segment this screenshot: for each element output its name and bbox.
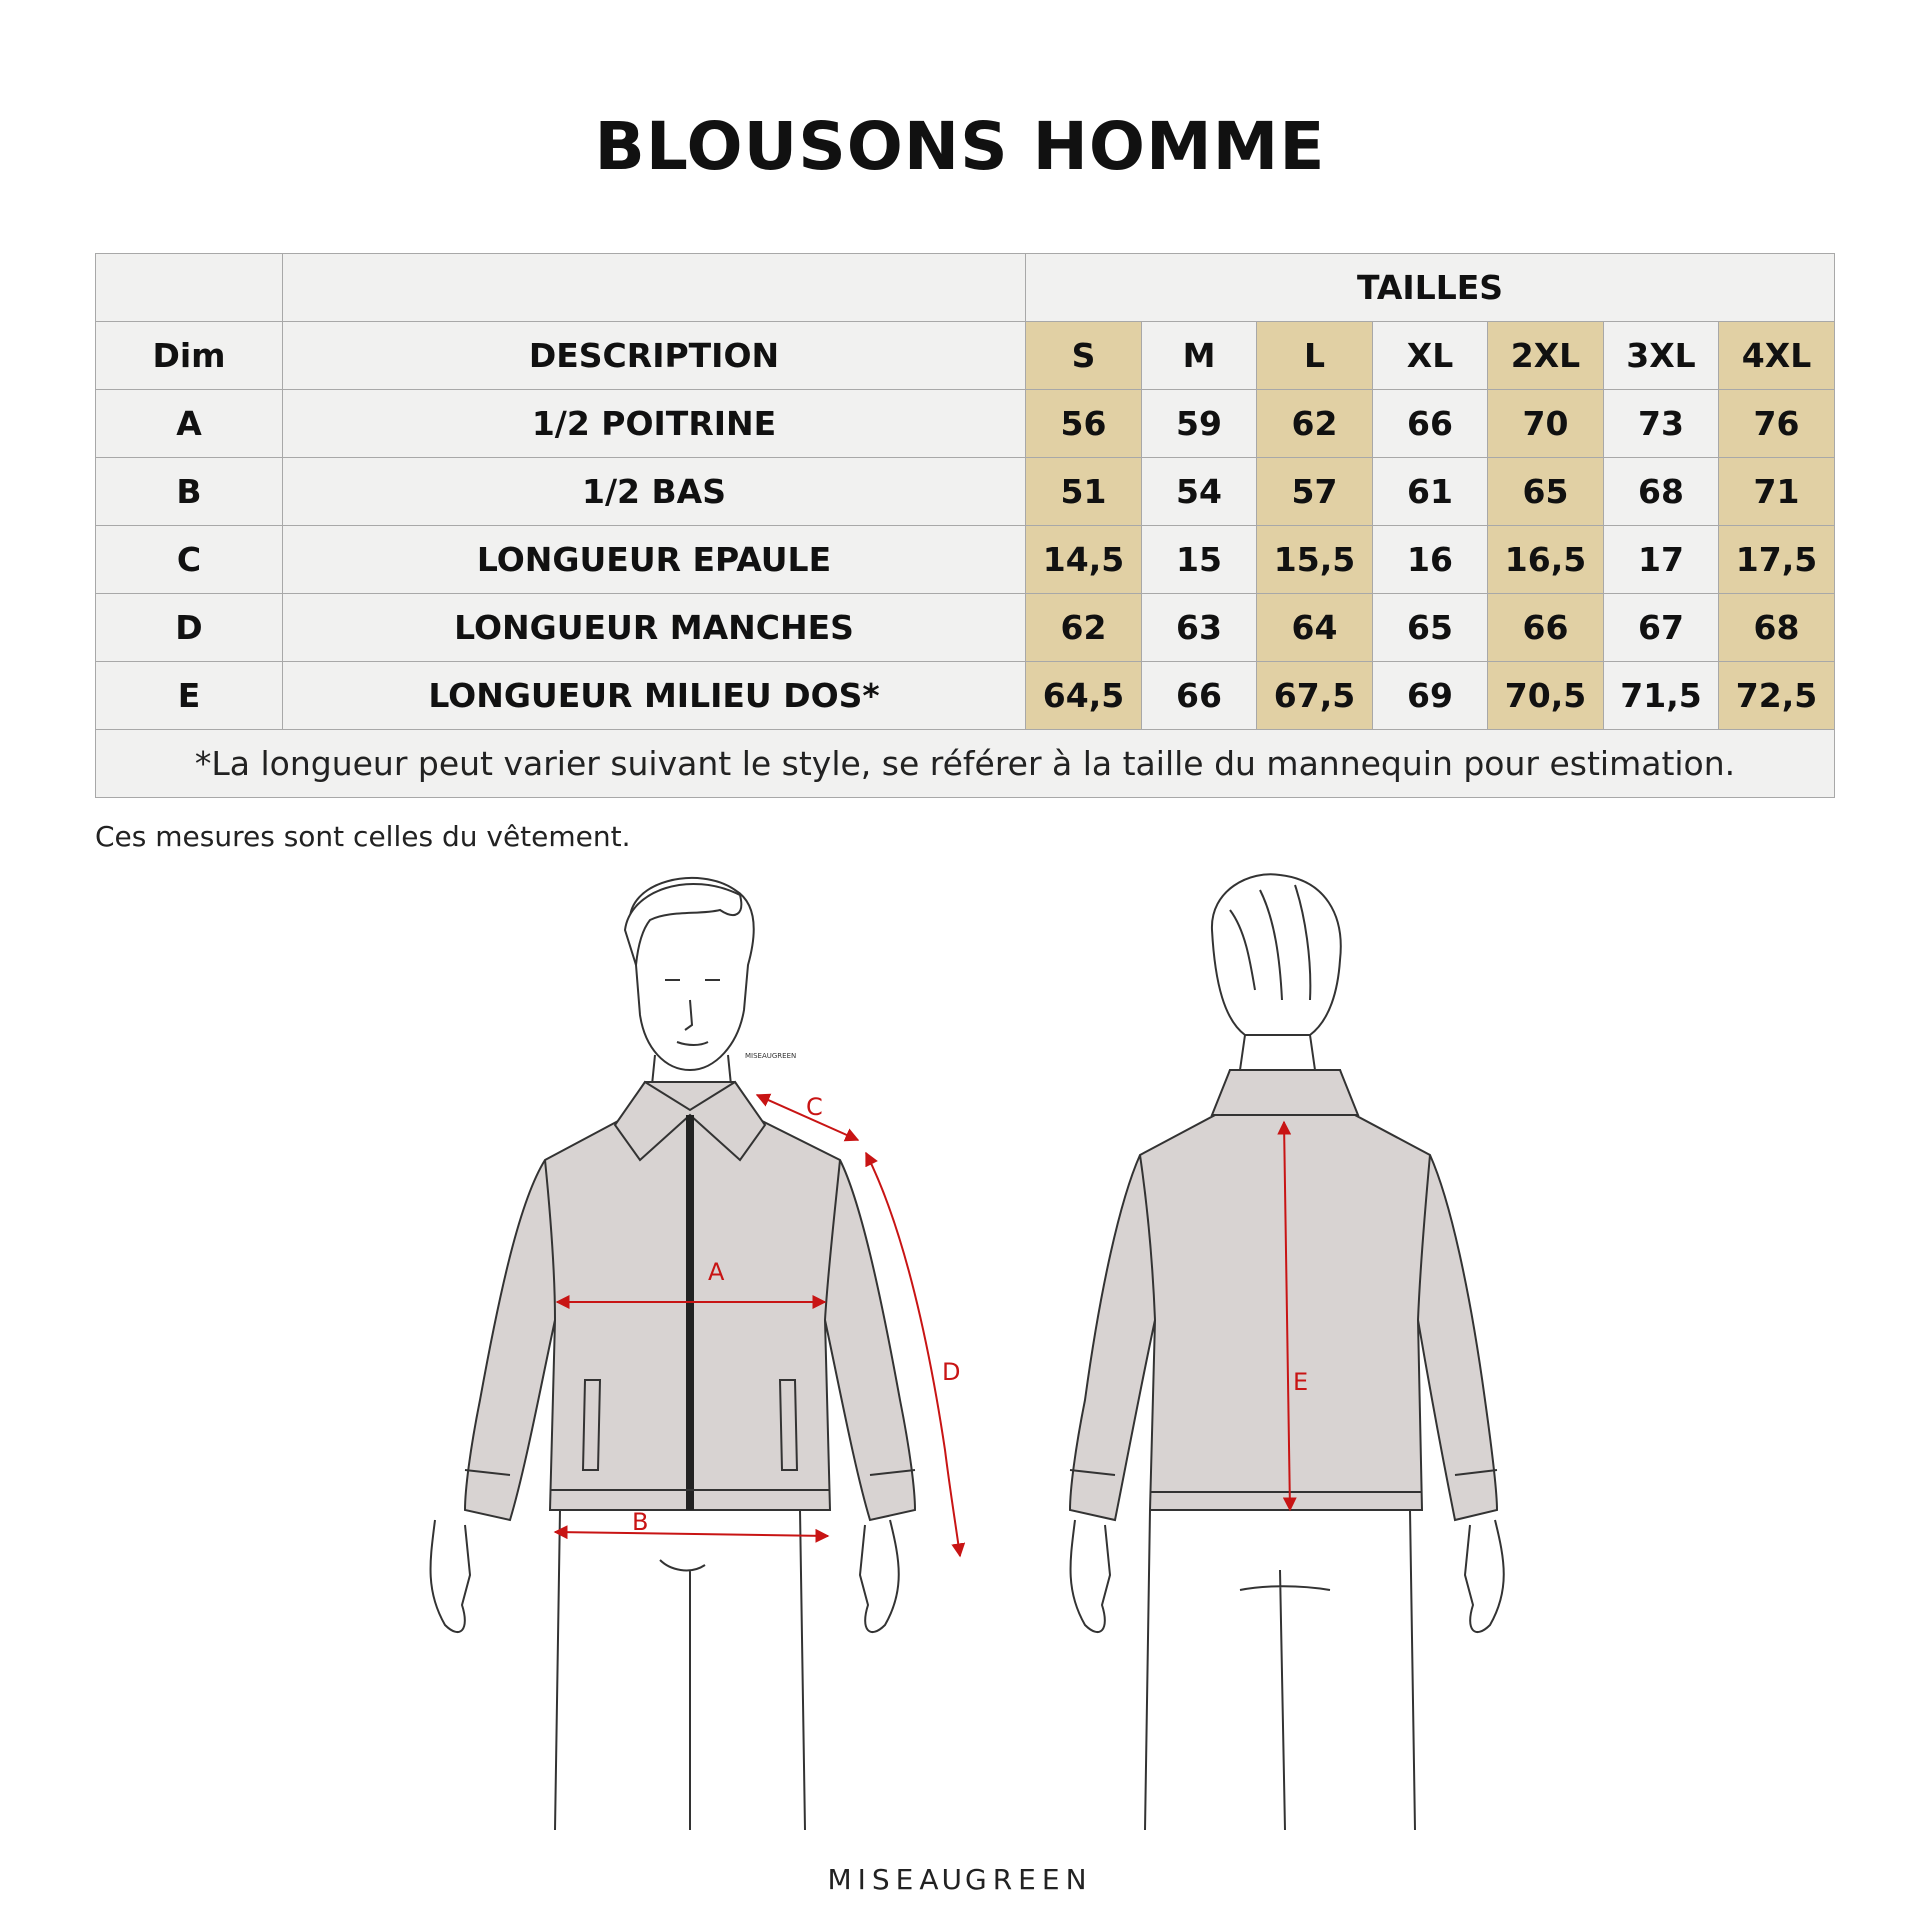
size-header-3xl: 3XL	[1604, 322, 1719, 390]
size-table	[95, 253, 1835, 798]
sizes-header: TAILLES	[1026, 254, 1835, 322]
value-cell: 69	[1373, 662, 1488, 730]
size-header-4xl: 4XL	[1719, 322, 1835, 390]
front-figure	[431, 878, 915, 1830]
value-cell: 66	[1488, 594, 1604, 662]
dim-cell: E	[96, 662, 283, 730]
measure-label-e: E	[1293, 1368, 1309, 1396]
brand-logo-part: AU	[919, 1863, 966, 1896]
front-right-hand	[860, 1520, 899, 1632]
value-cell: 15,5	[1257, 526, 1373, 594]
table-footnote: *La longueur peut varier suivant le style, se référer à la taille du mannequin pour estimation.	[96, 730, 1835, 798]
back-left-hand	[1071, 1520, 1110, 1632]
description-header: DESCRIPTION	[283, 322, 1026, 390]
value-cell: 73	[1604, 390, 1719, 458]
value-cell: 57	[1257, 458, 1373, 526]
value-cell: 65	[1488, 458, 1604, 526]
brand-logo-part: MISE	[827, 1863, 920, 1896]
table-row	[96, 662, 1835, 730]
front-pants	[555, 1510, 805, 1830]
brand-logo-part: GREEN	[965, 1863, 1093, 1896]
value-cell: 71	[1719, 458, 1835, 526]
size-header-l: L	[1257, 322, 1373, 390]
description-cell: 1/2 POITRINE	[283, 390, 1026, 458]
value-cell: 65	[1373, 594, 1488, 662]
empty-header-cell	[283, 254, 1026, 322]
size-header-2xl: 2XL	[1488, 322, 1604, 390]
table-row	[96, 594, 1835, 662]
empty-header-cell	[96, 254, 283, 322]
description-cell: 1/2 BAS	[283, 458, 1026, 526]
back-collar	[1212, 1070, 1358, 1115]
back-head	[1212, 874, 1341, 1070]
table-row	[96, 526, 1835, 594]
value-cell: 61	[1373, 458, 1488, 526]
table-header-row	[96, 322, 1835, 390]
value-cell: 68	[1604, 458, 1719, 526]
front-left-hand	[431, 1520, 470, 1632]
dim-cell: B	[96, 458, 283, 526]
value-cell: 51	[1026, 458, 1142, 526]
measure-label-b: B	[632, 1508, 649, 1536]
jacket-illustrations	[0, 870, 1920, 1830]
value-cell: 70	[1488, 390, 1604, 458]
value-cell: 71,5	[1604, 662, 1719, 730]
value-cell: 56	[1026, 390, 1142, 458]
measure-line-b	[555, 1532, 828, 1536]
front-head	[625, 878, 754, 1085]
size-header-s: S	[1026, 322, 1142, 390]
value-cell: 67	[1604, 594, 1719, 662]
measure-label-c: C	[806, 1093, 823, 1121]
value-cell: 64	[1257, 594, 1373, 662]
measure-label-d: D	[942, 1358, 961, 1386]
value-cell: 68	[1719, 594, 1835, 662]
value-cell: 64,5	[1026, 662, 1142, 730]
size-header-xl: XL	[1373, 322, 1488, 390]
back-right-hand	[1465, 1520, 1504, 1632]
value-cell: 17,5	[1719, 526, 1835, 594]
value-cell: 67,5	[1257, 662, 1373, 730]
description-cell: LONGUEUR MILIEU DOS*	[283, 662, 1026, 730]
value-cell: 66	[1142, 662, 1257, 730]
value-cell: 62	[1026, 594, 1142, 662]
dim-header: Dim	[96, 322, 283, 390]
value-cell: 63	[1142, 594, 1257, 662]
jacket-chest-logo: MISEAUGREEN	[745, 1052, 797, 1060]
value-cell: 16	[1373, 526, 1488, 594]
value-cell: 54	[1142, 458, 1257, 526]
size-header-m: M	[1142, 322, 1257, 390]
brand-logo	[0, 1863, 1920, 1896]
value-cell: 59	[1142, 390, 1257, 458]
value-cell: 62	[1257, 390, 1373, 458]
value-cell: 16,5	[1488, 526, 1604, 594]
table-row	[96, 458, 1835, 526]
value-cell: 15	[1142, 526, 1257, 594]
value-cell: 70,5	[1488, 662, 1604, 730]
dim-cell: A	[96, 390, 283, 458]
dim-cell: D	[96, 594, 283, 662]
table-row	[96, 390, 1835, 458]
table-header-row	[96, 254, 1835, 322]
footnote-row	[96, 730, 1835, 798]
description-cell: LONGUEUR MANCHES	[283, 594, 1026, 662]
back-pants	[1145, 1510, 1415, 1830]
measure-label-a: A	[708, 1258, 725, 1286]
value-cell: 76	[1719, 390, 1835, 458]
description-cell: LONGUEUR EPAULE	[283, 526, 1026, 594]
measure-note: Ces mesures sont celles du vêtement.	[95, 820, 631, 853]
value-cell: 66	[1373, 390, 1488, 458]
dim-cell: C	[96, 526, 283, 594]
value-cell: 17	[1604, 526, 1719, 594]
value-cell: 72,5	[1719, 662, 1835, 730]
page-title: BLOUSONS HOMME	[594, 108, 1326, 185]
value-cell: 14,5	[1026, 526, 1142, 594]
